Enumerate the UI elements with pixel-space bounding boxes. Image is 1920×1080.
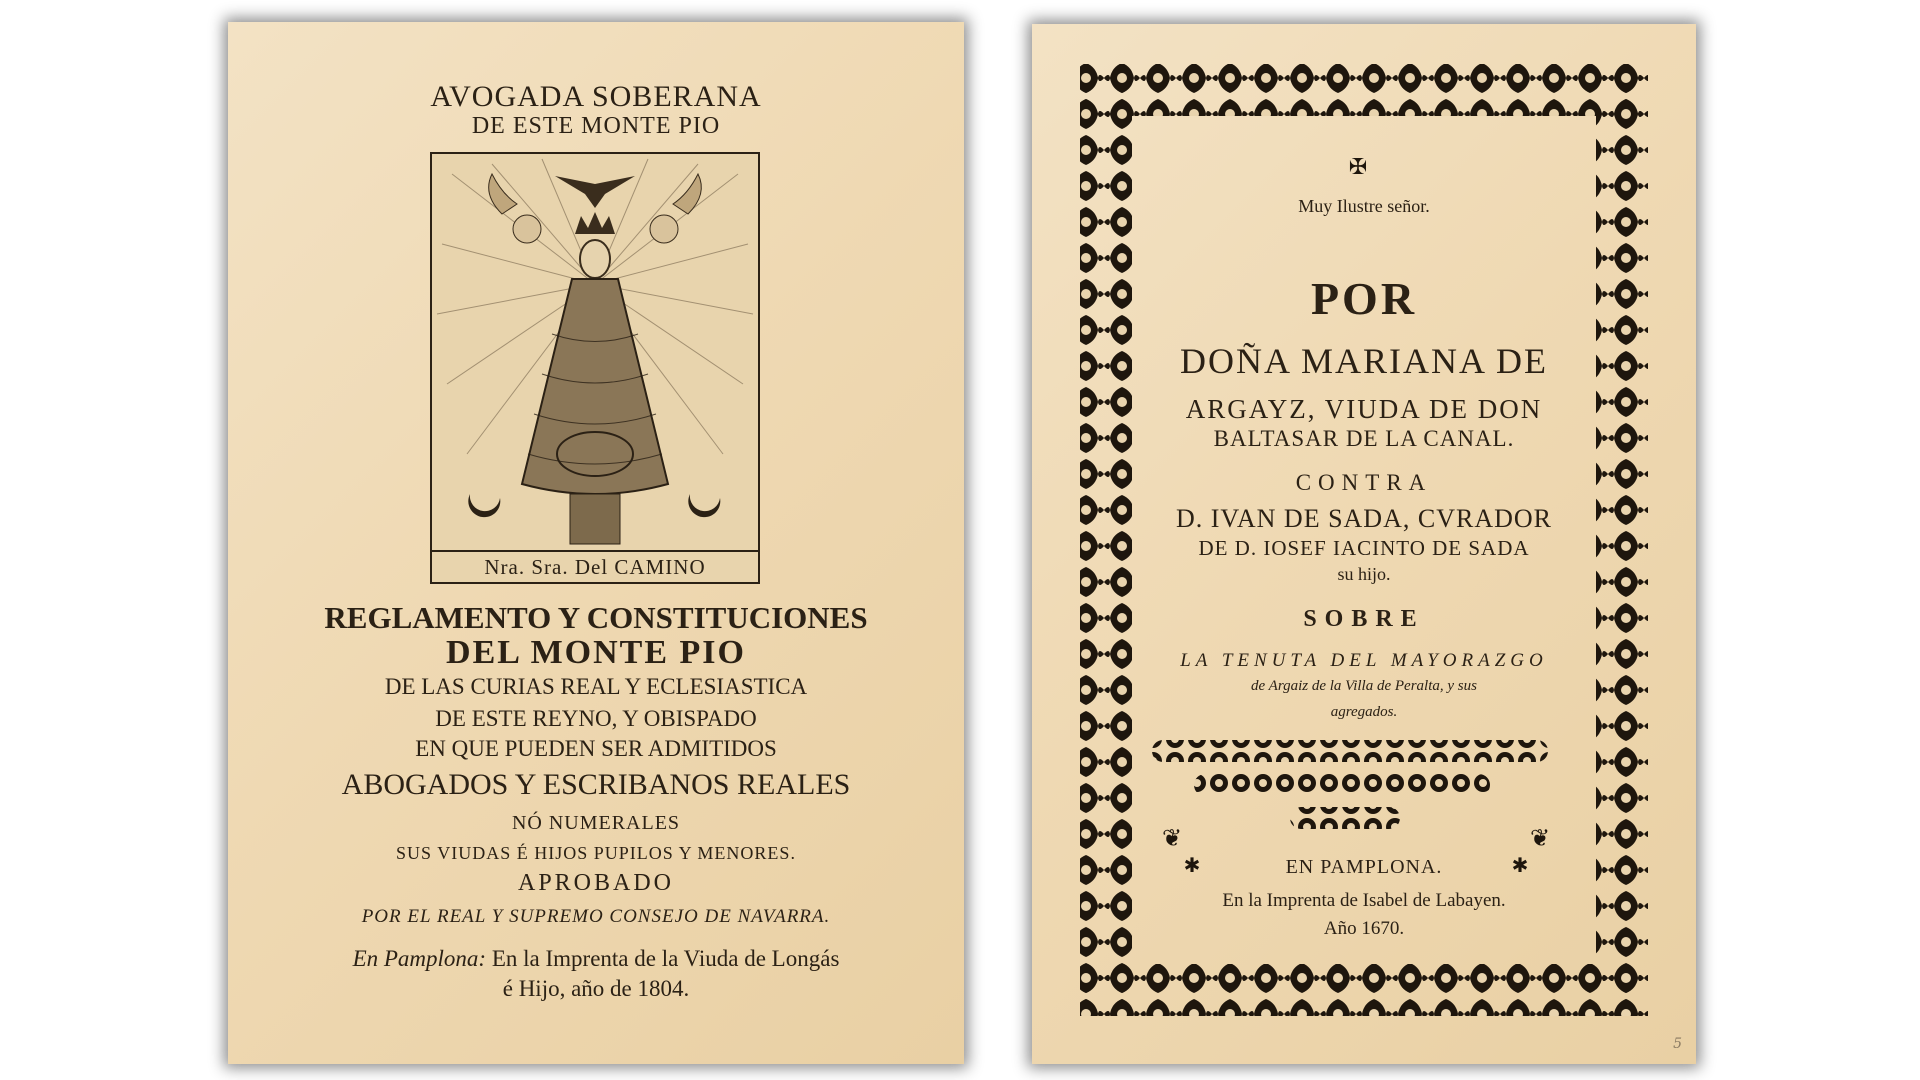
title-line-3: DE LAS CURIAS REAL Y ECLESIASTICA: [384, 674, 808, 699]
name-line-1: DOÑA MARIANA DE: [1179, 341, 1548, 381]
imprint-printer: En la Imprenta de la Viuda de Longás: [491, 946, 840, 971]
sobre-heading: SOBRE: [1303, 606, 1425, 632]
title-line-8: SUS VIUDAS É HIJOS PUPILOS Y MENORES.: [396, 843, 796, 863]
subject-line-2: de Argaiz de la Villa de Peralta, y sus: [1251, 678, 1477, 694]
opponent-line-3: su hijo.: [1337, 564, 1391, 584]
svg-text:✠: ✠: [1348, 155, 1368, 180]
patroness-subheading: DE ESTE MONTE PIO: [471, 113, 721, 139]
title-line-4: DE ESTE REYNO, Y OBISPADO: [435, 706, 757, 731]
title-line-7: NÓ NUMERALES: [511, 812, 681, 834]
imprint-place: En Pamplona:: [352, 946, 487, 971]
imprint-place-right: EN PAMPLONA.: [1285, 856, 1443, 878]
contra-heading: CONTRA: [1295, 470, 1433, 495]
salutation: Muy Ilustre señor.: [1298, 196, 1430, 216]
imprint-line-1: [228, 946, 964, 972]
virgin-woodcut-illustration: [430, 152, 760, 584]
title-line-6: ABOGADOS Y ESCRIBANOS REALES: [341, 768, 851, 801]
por-heading: POR: [1310, 273, 1418, 324]
subject-line-3: agregados.: [1330, 704, 1398, 720]
name-line-2: ARGAYZ, VIUDA DE DON: [1185, 394, 1543, 424]
virgin-image: [432, 154, 758, 552]
left-title-page: [228, 22, 964, 1064]
subject-line-1: LA TENUTA DEL MAYORAZGO: [1180, 650, 1548, 671]
svg-text:❦: ❦: [1161, 824, 1183, 852]
imprint-year-right: Año 1670.: [1323, 918, 1405, 939]
opponent-line-2: DE D. IOSEF IACINTO DE SADA: [1198, 536, 1530, 560]
approved-by: POR EL REAL Y SUPREMO CONSEJO DE NAVARRA.: [361, 906, 831, 927]
imprint-line-2: é Hijo, año de 1804.: [502, 976, 690, 1001]
svg-text:✱: ✱: [1511, 853, 1529, 877]
patroness-heading: AVOGADA SOBERANA: [430, 80, 762, 113]
woodcut-caption: Nra. Sra. Del CAMINO: [432, 550, 758, 582]
title-line-5: EN QUE PUEDEN SER ADMITIDOS: [415, 736, 777, 761]
approved-label: APROBADO: [517, 870, 675, 896]
page-mark: 5: [1673, 1036, 1682, 1052]
right-title-page: [1032, 24, 1696, 1064]
imprint-printer-right: En la Imprenta de Isabel de Labayen.: [1222, 890, 1506, 911]
name-line-3: BALTASAR DE LA CANAL.: [1213, 426, 1515, 451]
title-line-1: REGLAMENTO Y CONSTITUCIONES: [324, 600, 868, 635]
svg-text:❦: ❦: [1529, 824, 1551, 852]
opponent-line-1: D. IVAN DE SADA, CVRADOR: [1176, 504, 1552, 533]
title-line-2: DEL MONTE PIO: [446, 634, 746, 671]
svg-text:✱: ✱: [1183, 853, 1201, 877]
